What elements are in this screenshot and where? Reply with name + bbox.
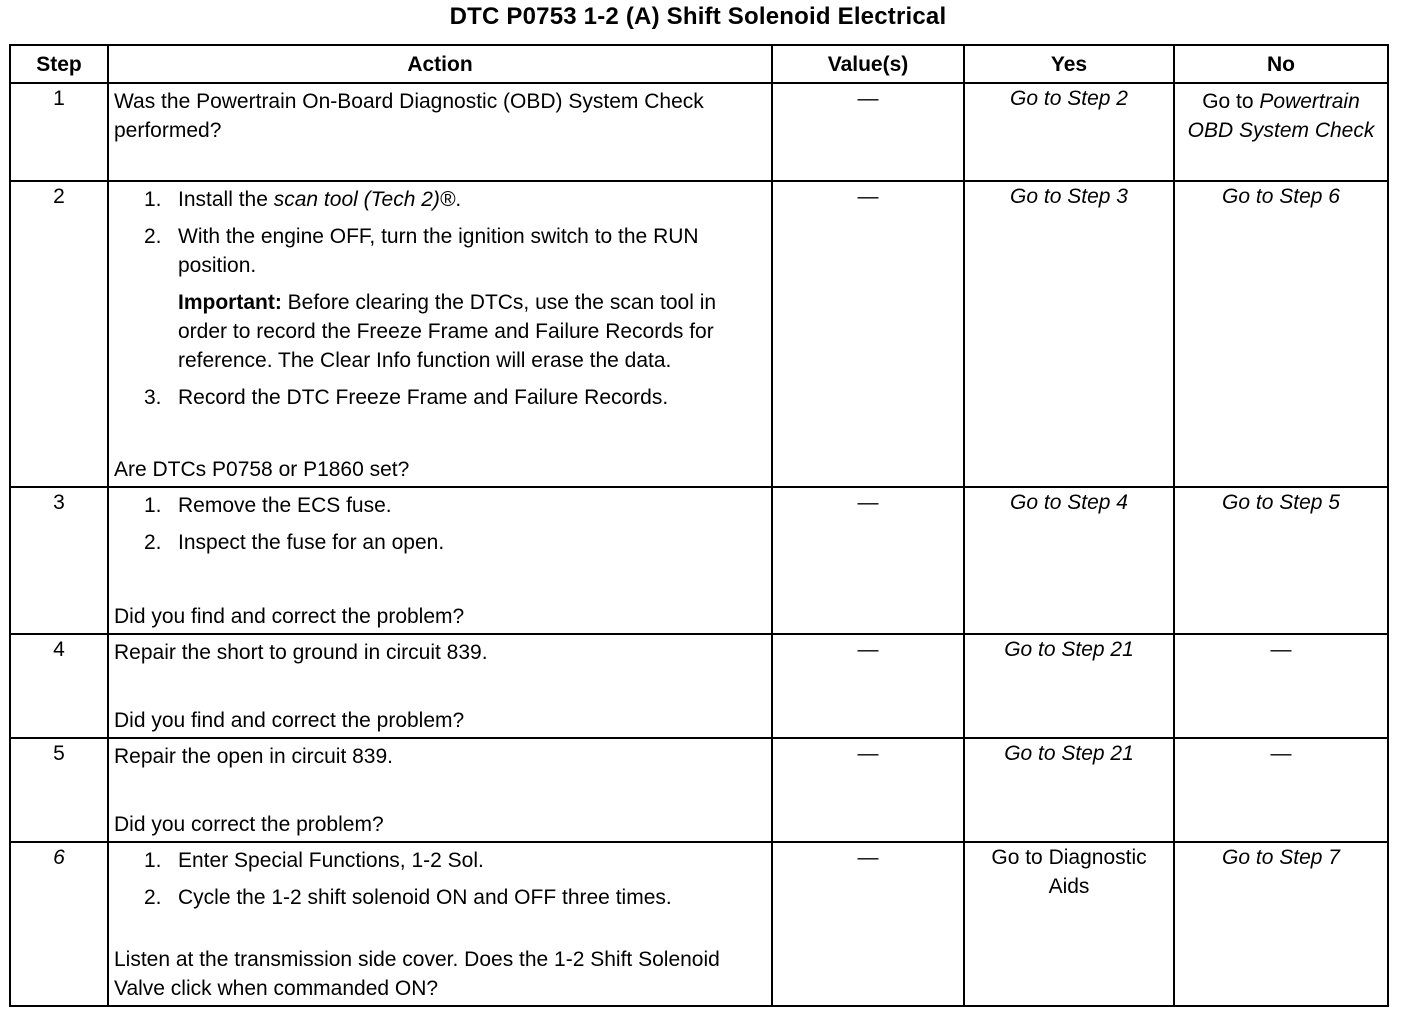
header-action: Action [108, 45, 772, 83]
step-number: 5 [10, 738, 108, 842]
header-values: Value(s) [772, 45, 964, 83]
yes-cell: Go to Step 4 [964, 487, 1174, 634]
list-item [144, 846, 766, 875]
no-cell: — [1174, 738, 1388, 842]
action-text: Repair the short to ground in circuit 839. [114, 641, 488, 664]
yes-cell: Go to Step 2 [964, 83, 1174, 181]
list-text-end: . [455, 188, 462, 211]
no-link-text: Powertrain OBD System Check [1187, 90, 1375, 142]
no-cell: — [1174, 634, 1388, 738]
table-header-row [10, 45, 1388, 83]
action-question: Listen at the transmission side cover. Does the 1-2 Shift Solenoid Valve click when commanded ON? [114, 948, 720, 1000]
list-text: Remove the ECS fuse. [178, 494, 392, 517]
list-text: Inspect the fuse for an open. [178, 531, 445, 554]
list-number: 3. [144, 386, 162, 409]
list-item [144, 883, 766, 912]
value-cell: — [772, 738, 964, 842]
yes-cell: Go to Step 21 [964, 634, 1174, 738]
action-cell [108, 83, 772, 181]
list-item [144, 222, 766, 280]
no-cell: Go to Step 6 [1174, 181, 1388, 487]
no-prefix: Go to [1202, 90, 1260, 113]
step-number: 2 [10, 181, 108, 487]
step-number: 4 [10, 634, 108, 738]
value-cell: — [772, 181, 964, 487]
table-row [10, 738, 1388, 842]
header-no: No [1174, 45, 1388, 83]
table-row [10, 181, 1388, 487]
list-number: 1. [144, 494, 162, 517]
list-text: Enter Special Functions, 1-2 Sol. [178, 849, 484, 872]
value-cell: — [772, 842, 964, 1006]
list-text: Cycle the 1-2 shift solenoid ON and OFF three times. [178, 886, 672, 909]
action-question: Are DTCs P0758 or P1860 set? [114, 458, 410, 481]
yes-cell: Go to Step 3 [964, 181, 1174, 487]
no-cell [1174, 83, 1388, 181]
value-cell: — [772, 83, 964, 181]
action-cell [108, 634, 772, 738]
table-row [10, 634, 1388, 738]
yes-cell: Go to Step 21 [964, 738, 1174, 842]
important-text: Before clearing the DTCs, use the scan tool in order to record the Freeze Frame and Failure Records for reference. The Clear Info function will erase the data. [178, 291, 717, 372]
list-number: 2. [144, 225, 162, 248]
list-text: Install the [178, 188, 274, 211]
action-cell [108, 487, 772, 634]
step-number: 6 [10, 842, 108, 1006]
value-cell: — [772, 487, 964, 634]
action-question: Did you correct the problem? [114, 813, 384, 836]
list-item [144, 185, 766, 214]
header-yes: Yes [964, 45, 1174, 83]
action-cell [108, 842, 772, 1006]
list-number: 1. [144, 849, 162, 872]
procedure-list [114, 383, 766, 412]
list-number: 2. [144, 886, 162, 909]
action-text: Was the Powertrain On-Board Diagnostic (OBD) System Check performed? [114, 90, 704, 142]
step-number: 1 [10, 83, 108, 181]
procedure-list [114, 846, 766, 912]
table-row [10, 487, 1388, 634]
list-number: 2. [144, 531, 162, 554]
value-cell: — [772, 634, 964, 738]
header-step: Step [10, 45, 108, 83]
list-text: With the engine OFF, turn the ignition switch to the RUN position. [178, 225, 699, 277]
yes-cell: Go to Diagnostic Aids [964, 842, 1174, 1006]
step-number: 3 [10, 487, 108, 634]
table-row [10, 842, 1388, 1006]
important-label: Important: [178, 291, 282, 314]
document-title: DTC P0753 1-2 (A) Shift Solenoid Electrical [449, 3, 947, 30]
action-question: Did you find and correct the problem? [114, 709, 465, 732]
no-cell: Go to Step 7 [1174, 842, 1388, 1006]
action-text: Repair the open in circuit 839. [114, 745, 393, 768]
no-cell: Go to Step 5 [1174, 487, 1388, 634]
list-text: Record the DTC Freeze Frame and Failure Records. [178, 386, 669, 409]
diagnostic-table [9, 44, 1389, 1007]
list-number: 1. [144, 188, 162, 211]
action-question: Did you find and correct the problem? [114, 605, 465, 628]
table-row [10, 83, 1388, 181]
important-note [178, 288, 766, 375]
procedure-list [114, 185, 766, 280]
action-cell [108, 738, 772, 842]
action-cell [108, 181, 772, 487]
list-item [144, 383, 766, 412]
list-item [144, 491, 766, 520]
list-item [144, 528, 766, 557]
procedure-list [114, 491, 766, 565]
tool-name: scan tool (Tech 2)® [273, 188, 456, 211]
